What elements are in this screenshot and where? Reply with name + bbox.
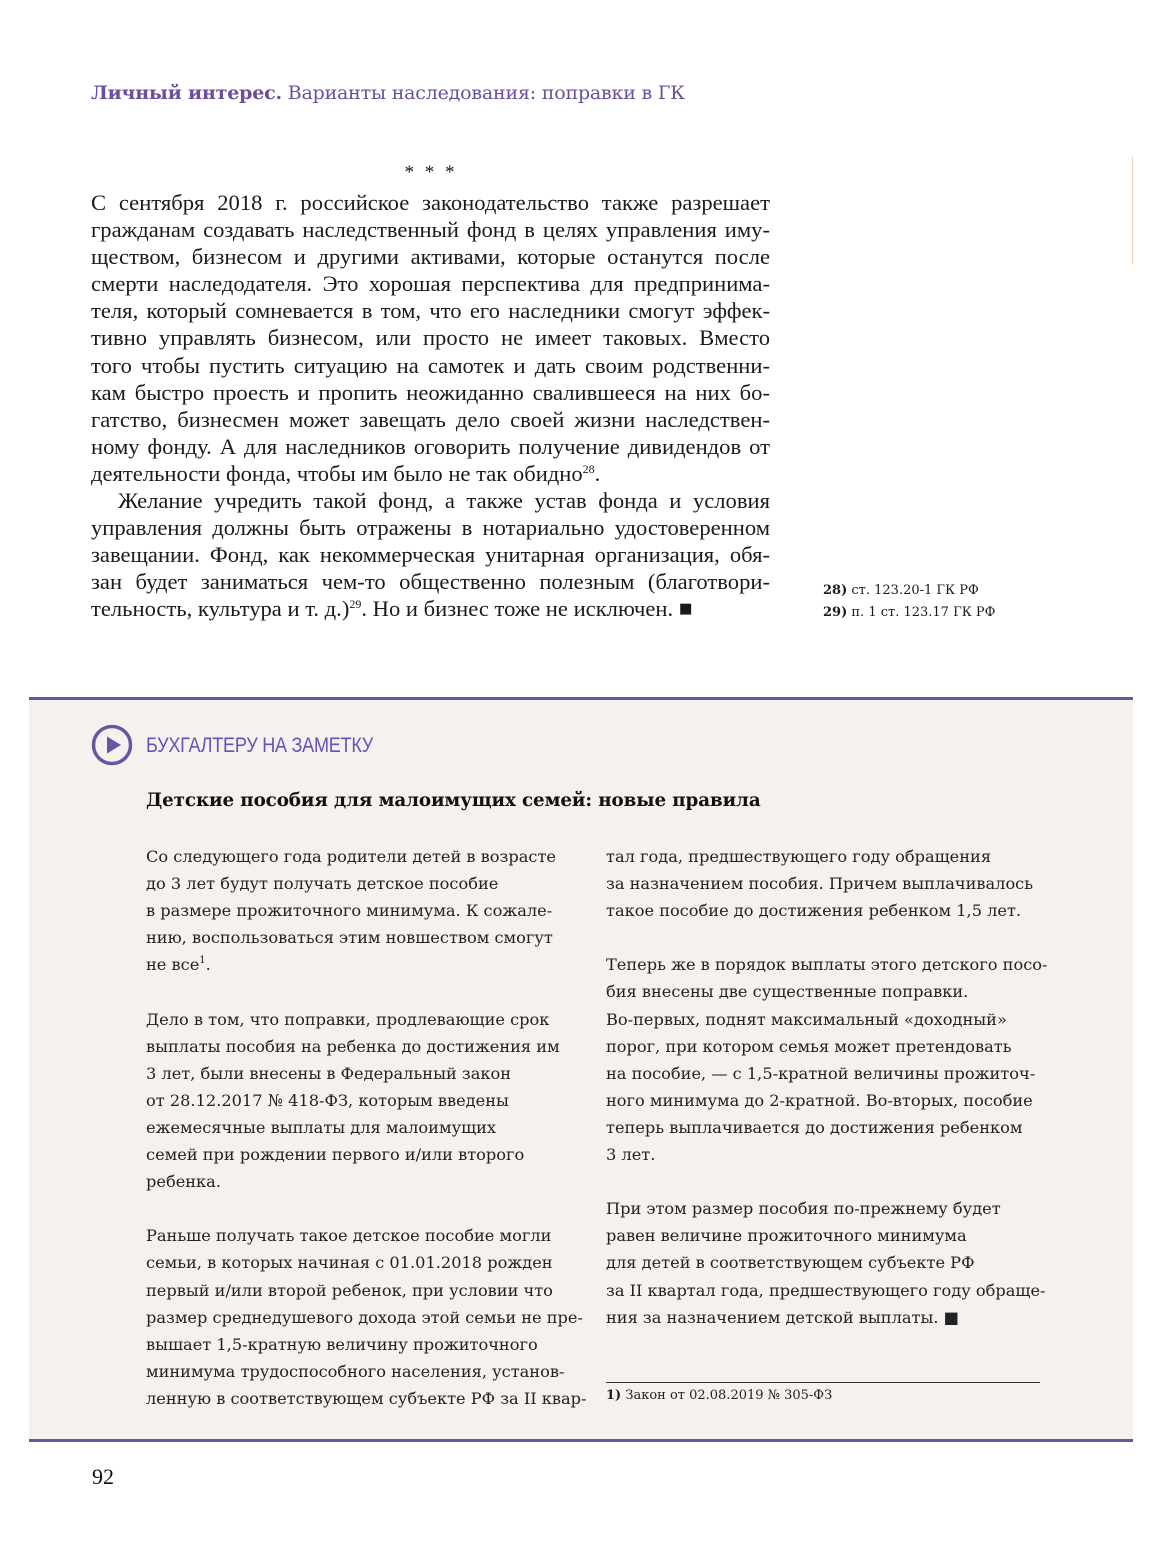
box-column-left xyxy=(146,843,586,1412)
text-line: С сентября 2018 г. российское законодательство также разрешает xyxy=(91,190,770,215)
text-line xyxy=(146,951,586,978)
text-line xyxy=(91,595,770,622)
side-rule-divider xyxy=(1132,156,1133,264)
text-line: При этом размер пособия по-прежнему будет xyxy=(606,1199,1001,1219)
text-line: тивно управлять бизнесом, или просто не имеет таковых. Вместо xyxy=(91,325,770,351)
box-title: Детские пособия для малоимущих семей: новые правила xyxy=(146,790,761,811)
text-line: Теперь же в порядок выплаты этого детского посо- xyxy=(606,955,1048,975)
text-line: минимума трудоспособного населения, установ- xyxy=(146,1361,565,1381)
text-line: за II квартал года, предшествующего году обраще- xyxy=(606,1280,1046,1300)
text-line: на пособие, — с 1,5-кратной величины прожиточ- xyxy=(606,1063,1036,1083)
footnote-ref-28[interactable]: 28 xyxy=(582,461,595,476)
text-line: Со следующего года родители детей в возрасте xyxy=(146,847,556,866)
text-line: равен величине прожиточного минимума xyxy=(606,1226,967,1246)
box-category-label: БУХГАЛТЕРУ НА ЗАМЕТКУ xyxy=(146,734,373,757)
text-line: ному фонду. А для наследников оговорить получение дивидендов от xyxy=(91,433,770,459)
footnote-number: 29) xyxy=(823,605,848,620)
text-line: вышает 1,5-кратную величину прожиточного xyxy=(146,1334,538,1354)
text-line: для детей в соответствующем субъекте РФ xyxy=(606,1253,975,1273)
text-fragment: . xyxy=(594,460,601,486)
text-line: теперь выплачивается до достижения ребенком xyxy=(606,1117,1023,1137)
footnote-divider xyxy=(606,1382,1040,1383)
text-line: Раньше получать такое детское пособие могли xyxy=(146,1226,552,1246)
footnote-number: 28) xyxy=(823,583,848,598)
box-footnote-1 xyxy=(606,1388,832,1403)
box-column-right xyxy=(606,843,1046,1331)
text-line: семей при рождении первого и/или второго xyxy=(146,1145,525,1165)
text-line xyxy=(91,460,770,487)
footnote-ref-1[interactable]: 1 xyxy=(199,955,206,967)
text-line: Во-первых, поднят максимальный «доходный» xyxy=(606,1009,1007,1029)
text-line: того чтобы пустить ситуацию на самотек и дать своим родственни- xyxy=(91,352,770,378)
footnote-28 xyxy=(823,580,995,602)
text-line: Дело в том, что поправки, продлевающие срок xyxy=(146,1009,550,1029)
text-line: Желание учредить такой фонд, а также устав фонда и условия xyxy=(118,488,770,514)
text-line: тал года, предшествующего году обращения xyxy=(606,847,992,866)
text-line: до 3 лет будут получать детское пособие xyxy=(146,874,499,894)
text-line: ленную в соответствующем субъекте РФ за II квар- xyxy=(146,1388,587,1408)
footnote-ref-29[interactable]: 29 xyxy=(349,597,362,612)
footnote-text: Закон от 02.08.2019 № 305-ФЗ xyxy=(625,1388,833,1403)
text-fragment: деятельности фонда, чтобы им было не так обидно xyxy=(91,460,583,486)
text-line: бия внесены две существенные поправки. xyxy=(606,982,969,1002)
text-line: кам быстро проесть и пропить неожиданно свалившееся на них бо- xyxy=(91,379,770,405)
footnote-text: п. 1 ст. 123.17 ГК РФ xyxy=(851,605,996,620)
text-line: размер среднедушевого дохода этой семьи не пре- xyxy=(146,1307,583,1327)
text-line: 3 лет. xyxy=(606,1145,656,1165)
text-fragment: . Но и бизнес тоже не исключен. ■ xyxy=(361,596,693,622)
text-line: ного минимума до 2-кратной. Во-вторых, пособие xyxy=(606,1090,1033,1110)
text-line: в размере прожиточного минимума. К сожале- xyxy=(146,901,553,921)
text-line: порог, при котором семья может претендовать xyxy=(606,1036,1012,1056)
text-line: семьи, в которых начиная с 01.01.2018 рожден xyxy=(146,1253,553,1273)
running-head-section: Личный интерес. xyxy=(91,82,282,104)
text-line: управления должны быть отражены в нотариально удостоверенном xyxy=(91,515,770,541)
side-footnotes xyxy=(823,580,995,624)
text-line: первый и/или второй ребенок, при условии что xyxy=(146,1280,553,1300)
page-number: 92 xyxy=(92,1464,114,1489)
text-line: нию, воспользоваться этим новшеством смогут xyxy=(146,928,553,948)
section-separator: * * * xyxy=(404,162,458,183)
article-body xyxy=(91,189,770,623)
text-line: выплаты пособия на ребенка до достижения им xyxy=(146,1036,560,1056)
article-paragraph-1 xyxy=(91,189,770,487)
accountant-note-box xyxy=(29,697,1133,1442)
text-line: ежемесячные выплаты для малоимущих xyxy=(146,1117,497,1137)
text-line: гражданам создавать наследственный фонд в целях управления иму- xyxy=(91,217,770,243)
paragraph-gap xyxy=(146,978,586,1005)
paragraph-gap xyxy=(606,1168,1046,1195)
text-line: ния за назначением детской выплаты. ■ xyxy=(606,1307,959,1327)
text-line: 3 лет, были внесены в Федеральный закон xyxy=(146,1063,512,1083)
footnote-text: ст. 123.20-1 ГК РФ xyxy=(851,583,979,598)
text-line: гатство, бизнесмен может завещать дело своей жизни наследствен- xyxy=(91,406,770,432)
text-line: ществом, бизнесом и другими активами, которые останутся после xyxy=(91,244,770,270)
paragraph-gap xyxy=(606,924,1046,951)
paragraph-gap xyxy=(146,1195,586,1222)
text-line: теля, который сомневается в том, что его наследники смогут эффек- xyxy=(91,298,770,324)
text-line: от 28.12.2017 № 418-ФЗ, которым введены xyxy=(146,1090,509,1110)
text-line: такое пособие до достижения ребенком 1,5 лет. xyxy=(606,901,1022,921)
article-paragraph-2 xyxy=(91,487,770,622)
text-line: за назначением пособия. Причем выплачивалось xyxy=(606,874,1034,894)
footnote-number: 1) xyxy=(606,1388,622,1403)
play-circle-icon xyxy=(91,724,133,766)
text-fragment: не все xyxy=(146,955,200,975)
text-line: ребенка. xyxy=(146,1172,221,1192)
footnote-29 xyxy=(823,602,995,624)
running-head-title: Варианты наследования: поправки в ГК xyxy=(287,82,685,104)
running-head xyxy=(91,82,685,104)
text-line: зан будет заниматься чем-то общественно полезным (благотвори- xyxy=(91,569,770,595)
text-fragment: . xyxy=(205,955,211,975)
text-line: смерти наследодателя. Это хорошая перспектива для предпринима- xyxy=(91,271,770,297)
text-fragment: тельность, культура и т. д.) xyxy=(91,596,350,622)
text-line: завещании. Фонд, как некоммерческая унитарная организация, обя- xyxy=(91,542,770,568)
